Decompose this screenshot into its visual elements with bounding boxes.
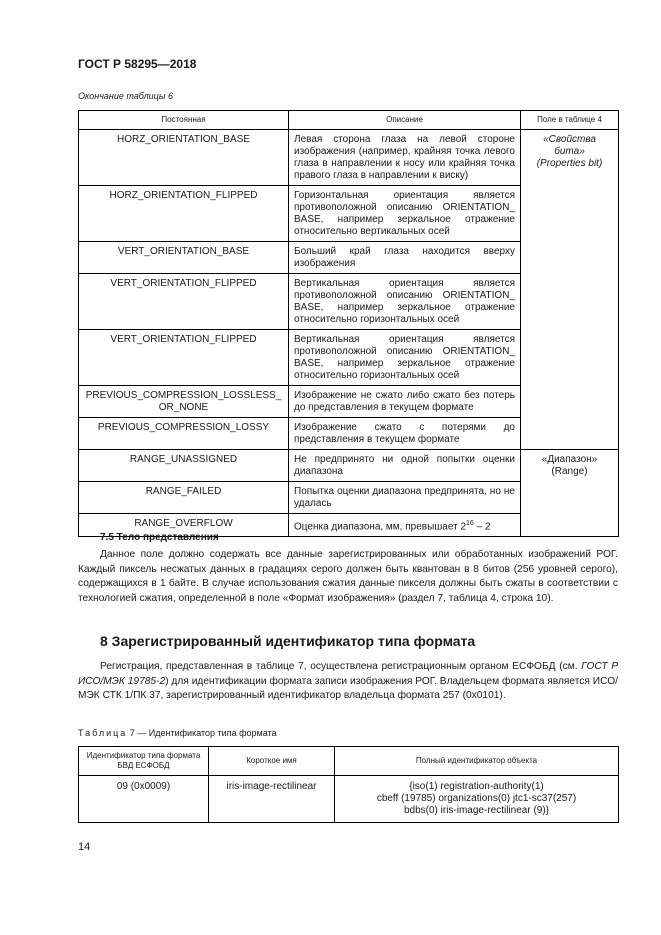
table-header-row (79, 747, 619, 776)
table-7 (78, 746, 619, 823)
col-header-format-id: Идентификатор типа формата БВД ЕСФОБД (79, 747, 209, 776)
oid-line: {iso(1) registration-authority(1) (409, 781, 544, 792)
field-label-line: (Range) (551, 466, 588, 477)
table-7-caption (78, 728, 277, 738)
section-8-title: 8 Зарегистрированный идентификатор типа формата (100, 633, 476, 649)
short-name-cell: iris-image-rectilinear (209, 776, 335, 823)
description-cell (289, 514, 521, 537)
table-row (79, 776, 619, 823)
oid-line: bdbs(0) iris-image-rectilinear (9)} (403, 805, 550, 816)
field-label-line: «Диапазон» (541, 454, 598, 465)
col-header-short-name: Короткое имя (209, 747, 335, 776)
col-header-description: Описание (289, 111, 521, 130)
constant-cell: PREVIOUS_COMPRESSION_LOSSLESS_ OR_NONE (79, 386, 289, 418)
paragraph-text: Регистрация, представленная в таблице 7, осуществлена регистрационным органом ЕСФОБД (см. (100, 661, 582, 672)
standard-reference: ГОСТ Р ИСО/МЭК 19785-2 (78, 661, 618, 687)
constant-cell: VERT_ORIENTATION_FLIPPED (79, 274, 289, 330)
description-cell: Попытка оценки диапазона предпринята, но не удалась (289, 482, 521, 514)
table-row (79, 130, 619, 186)
description-text: – 2 (473, 521, 491, 533)
page-number: 14 (78, 841, 91, 853)
section-8-paragraph (78, 660, 618, 704)
col-header-full-oid: Полный идентификатор объекта (335, 747, 619, 776)
description-cell: Изображение сжато с потерями до представления в текущем формате (289, 418, 521, 450)
oid-line: cbeff (19785) organizations(0) jtc1-sc37(257) (376, 793, 577, 804)
field-cell-properties-bit (521, 130, 619, 450)
document-header: ГОСТ Р 58295—2018 (78, 57, 197, 71)
description-cell: Вертикальная ориентация является противоположной описанию ORIENTATION_ BASE, например зеркальное отражение относительно горизонтальных осей (289, 330, 521, 386)
description-cell: Изображение не сжато либо сжато без потерь до представления в текущем формате (289, 386, 521, 418)
constant-cell: RANGE_FAILED (79, 482, 289, 514)
superscript-exponent: 16 (466, 520, 474, 527)
constant-cell: VERT_ORIENTATION_FLIPPED (79, 330, 289, 386)
format-id-cell: 09 (0x0009) (79, 776, 209, 823)
constant-cell: VERT_ORIENTATION_BASE (79, 242, 289, 274)
table-header-row (79, 111, 619, 130)
paragraph-text: ) для идентификации формата записи изображения РОГ. Владельцем формата является ИСО/МЭК СТК 1/ПК 37, зарегистрированный идентификатор владельца формата 257 (0x0101). (78, 675, 619, 702)
constant-cell: RANGE_OVERFLOW (79, 514, 289, 537)
section-7-5-title: 7.5 Тело представления (100, 532, 219, 543)
caption-label: Таблица (78, 728, 128, 738)
section-7-5-paragraph: Данное поле должно содержать все данные зарегистрированных или обработанных изображений РОГ. Каждый пиксель несжатых данных в градациях серого должен быть квантован в 8 битов (256 уровней серого), содержащихся в 1 байте. В случае использования сжатия данные пикселя должны быть сжаты в соответствии с технологией сжатия, определенной в поле «Формат изображения» (раздел 7, таблица 4, строка 10). (78, 549, 618, 604)
constant-cell: HORZ_ORIENTATION_FLIPPED (79, 186, 289, 242)
description-cell: Вертикальная ориентация является противоположной описанию ORIENTATION_ BASE, например зеркальное отражение относительно горизонтальных осей (289, 274, 521, 330)
constant-cell: HORZ_ORIENTATION_BASE (79, 130, 289, 186)
description-cell: Горизонтальная ориентация является противоположной описанию ORIENTATION_ BASE, например зеркальное отражение относительно вертикальных осей (289, 186, 521, 242)
constant-cell: RANGE_UNASSIGNED (79, 450, 289, 482)
description-cell: Не предпринято ни одной попытки оценки диапазона (289, 450, 521, 482)
table-continuation-label: Окончание таблицы 6 (78, 91, 173, 101)
description-text: Оценка диапазона, мм, превышает 2 (294, 521, 467, 533)
col-header-constant: Постоянная (79, 111, 289, 130)
field-label-line: бита» (554, 146, 585, 157)
field-cell-range (521, 450, 619, 537)
full-oid-cell (335, 776, 619, 823)
caption-text: 7 — Идентификатор типа формата (127, 728, 277, 738)
constant-cell: PREVIOUS_COMPRESSION_LOSSY (79, 418, 289, 450)
table-6 (78, 110, 619, 537)
field-label-line: «Свойства (543, 134, 596, 145)
description-cell: Больший край глаза находится вверху изображения (289, 242, 521, 274)
description-cell: Левая сторона глаза на левой стороне изображения (например, крайняя точка левого глаза в направлении к носу или крайняя точка правого глаза в направлении к виску) (289, 130, 521, 186)
table-row (79, 450, 619, 482)
field-label-line: (Properties bit) (536, 158, 603, 169)
col-header-field: Поле в таблице 4 (521, 111, 619, 130)
